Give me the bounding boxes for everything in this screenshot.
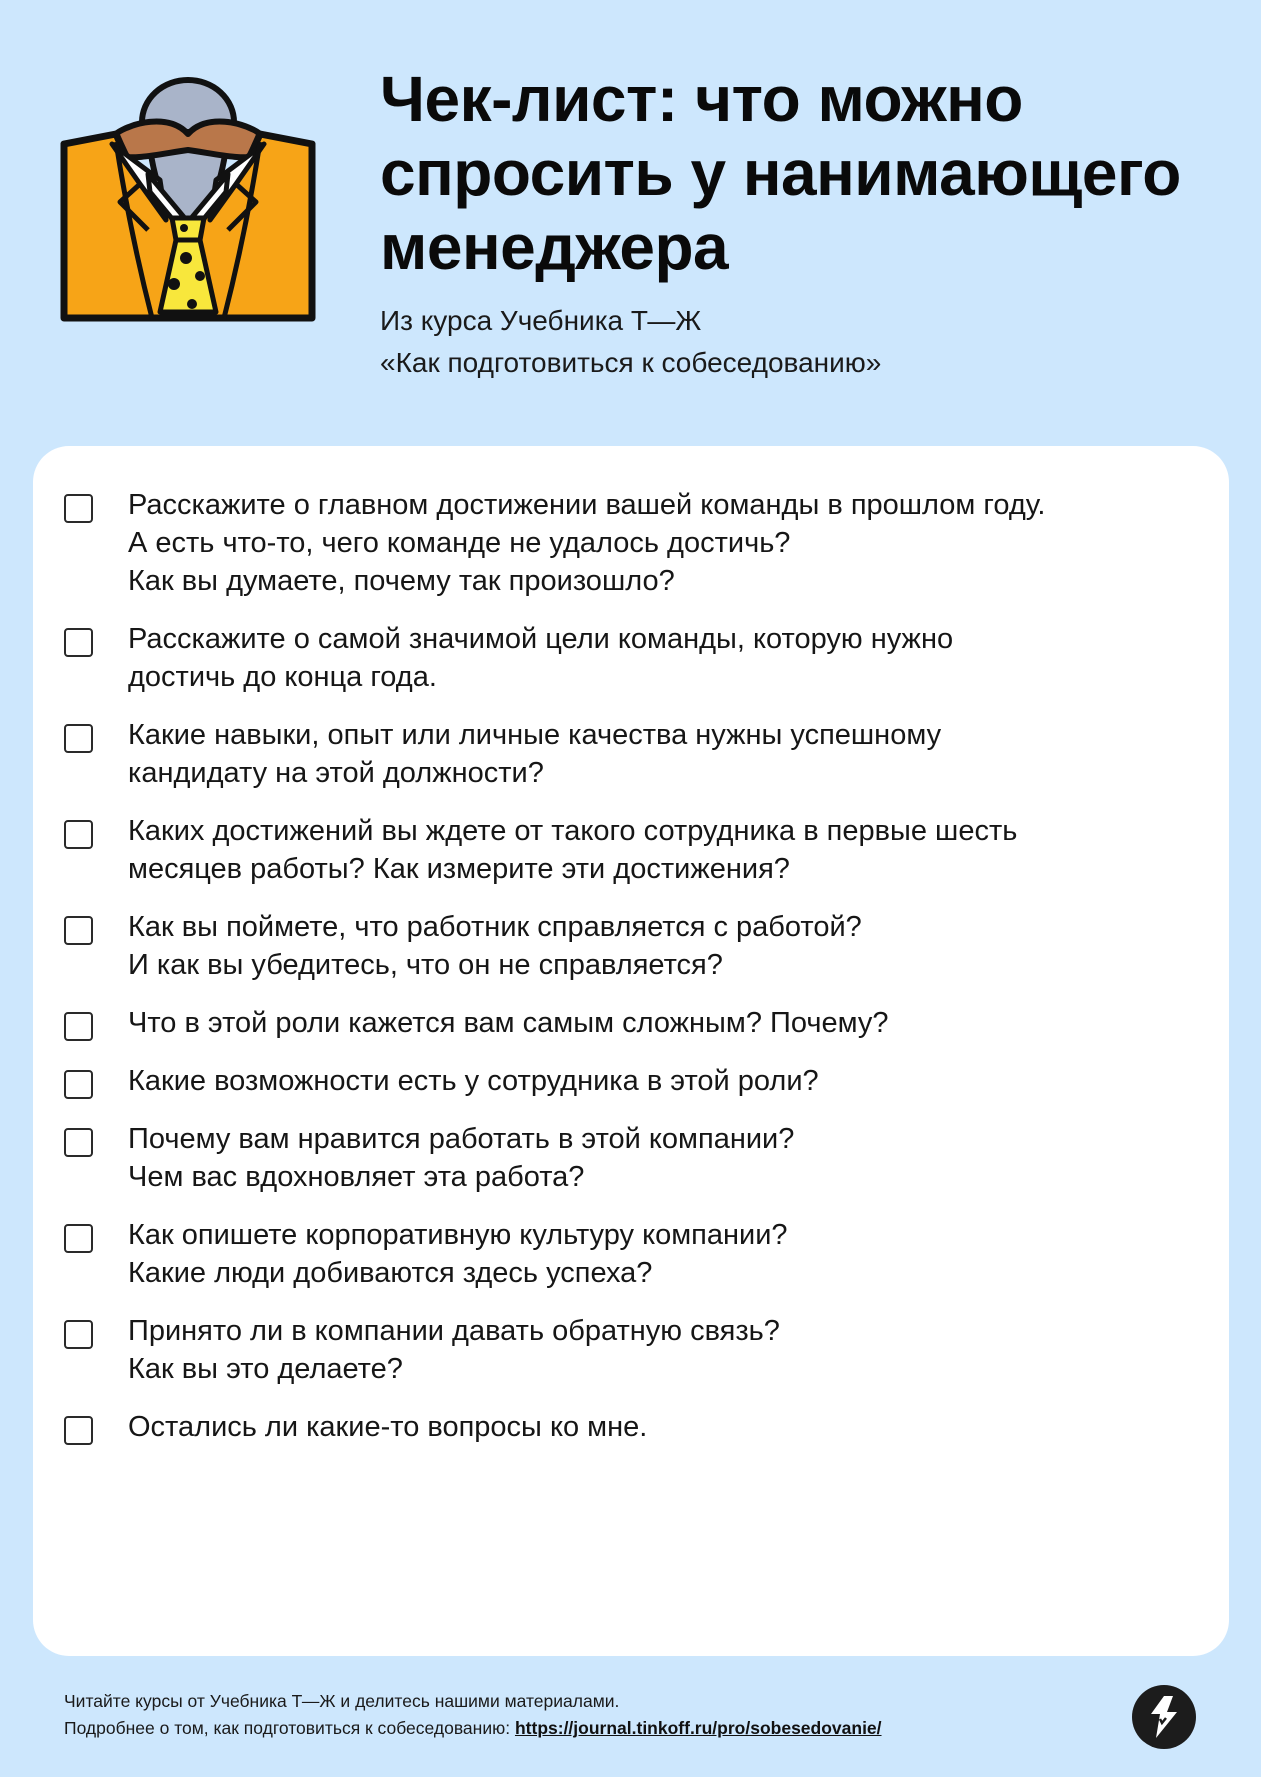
checklist-item: [33, 1312, 1229, 1388]
checklist-item: [33, 1216, 1229, 1292]
subtitle: [380, 300, 1230, 384]
checklist-item: [33, 620, 1229, 696]
course-link[interactable]: https://journal.tinkoff.ru/pro/sobesedovanie/: [514, 1718, 882, 1738]
checklist: [33, 446, 1229, 1446]
checklist-item-text: Что в этой роли кажется вам самым сложным? Почему?: [128, 1007, 889, 1039]
checkbox[interactable]: [64, 820, 93, 849]
checklist-item-text: Остались ли какие-то вопросы ко мне.: [128, 1411, 648, 1443]
checkbox[interactable]: [64, 494, 93, 523]
checklist-item: [33, 1004, 1229, 1042]
footer-link-prefix: Подробнее о том, как подготовиться к собеседованию:: [64, 1718, 515, 1738]
footer-note: Читайте курсы от Учебника Т—Ж и делитесь нашими материалами.: [64, 1691, 620, 1711]
checklist-item-text: И как вы убедитесь, что он не справляется?: [128, 949, 723, 981]
checkbox[interactable]: [64, 1416, 93, 1445]
checklist-item: [33, 1062, 1229, 1100]
footer-link-line: [64, 1715, 1064, 1742]
checklist-item: [33, 486, 1229, 600]
checklist-item: [33, 1408, 1229, 1446]
checklist-item-text: Расскажите о главном достижении вашей команды в прошлом году.: [128, 489, 1046, 521]
subtitle-course: Из курса Учебника Т—Ж: [380, 305, 702, 336]
checkbox[interactable]: [64, 628, 93, 657]
checkbox[interactable]: [64, 916, 93, 945]
checklist-item-text: Чем вас вдохновляет эта работа?: [128, 1161, 585, 1193]
checkbox[interactable]: [64, 1224, 93, 1253]
checklist-item: [33, 908, 1229, 984]
checklist-item-text: Какие люди добиваются здесь успеха?: [128, 1257, 653, 1289]
lightning-logo-icon: [1132, 1685, 1196, 1749]
checklist-item: [33, 812, 1229, 888]
checkbox[interactable]: [64, 1070, 93, 1099]
checkbox[interactable]: [64, 1320, 93, 1349]
checklist-item-text: Как вы поймете, что работник справляется с работой?: [128, 911, 862, 943]
checklist-item-text: Каких достижений вы ждете от такого сотрудника в первые шесть: [128, 815, 1018, 847]
manager-mascot-icon: [56, 62, 316, 322]
checklist-item-text: достичь до конца года.: [128, 661, 437, 693]
subtitle-course-name: «Как подготовиться к собеседованию»: [380, 347, 882, 378]
checklist-item: [33, 716, 1229, 792]
checkbox[interactable]: [64, 1128, 93, 1157]
checklist-item-text: Как опишете корпоративную культуру компании?: [128, 1219, 788, 1251]
checklist-item-text: Какие навыки, опыт или личные качества нужны успешному: [128, 719, 942, 751]
checklist-item-text: Как вы думаете, почему так произошло?: [128, 565, 675, 597]
checklist-card: [33, 446, 1229, 1656]
checklist-item-text: кандидату на этой должности?: [128, 757, 544, 789]
checklist-item-text: Как вы это делаете?: [128, 1353, 403, 1385]
checklist-item-text: месяцев работы? Как измерите эти достижения?: [128, 853, 790, 885]
page-title: Чек-лист: что можно спросить у нанимающего менеджера: [380, 63, 1181, 283]
checkbox[interactable]: [64, 724, 93, 753]
checklist-item: [33, 1120, 1229, 1196]
checklist-item-text: Расскажите о самой значимой цели команды, которую нужно: [128, 623, 954, 655]
checkbox[interactable]: [64, 1012, 93, 1041]
checklist-item-text: Принято ли в компании давать обратную связь?: [128, 1315, 780, 1347]
checklist-item-text: А есть что-то, чего команде не удалось достичь?: [128, 527, 791, 559]
footer: [64, 1688, 1064, 1742]
checklist-item-text: Почему вам нравится работать в этой компании?: [128, 1123, 795, 1155]
checklist-item-text: Какие возможности есть у сотрудника в этой роли?: [128, 1065, 819, 1097]
